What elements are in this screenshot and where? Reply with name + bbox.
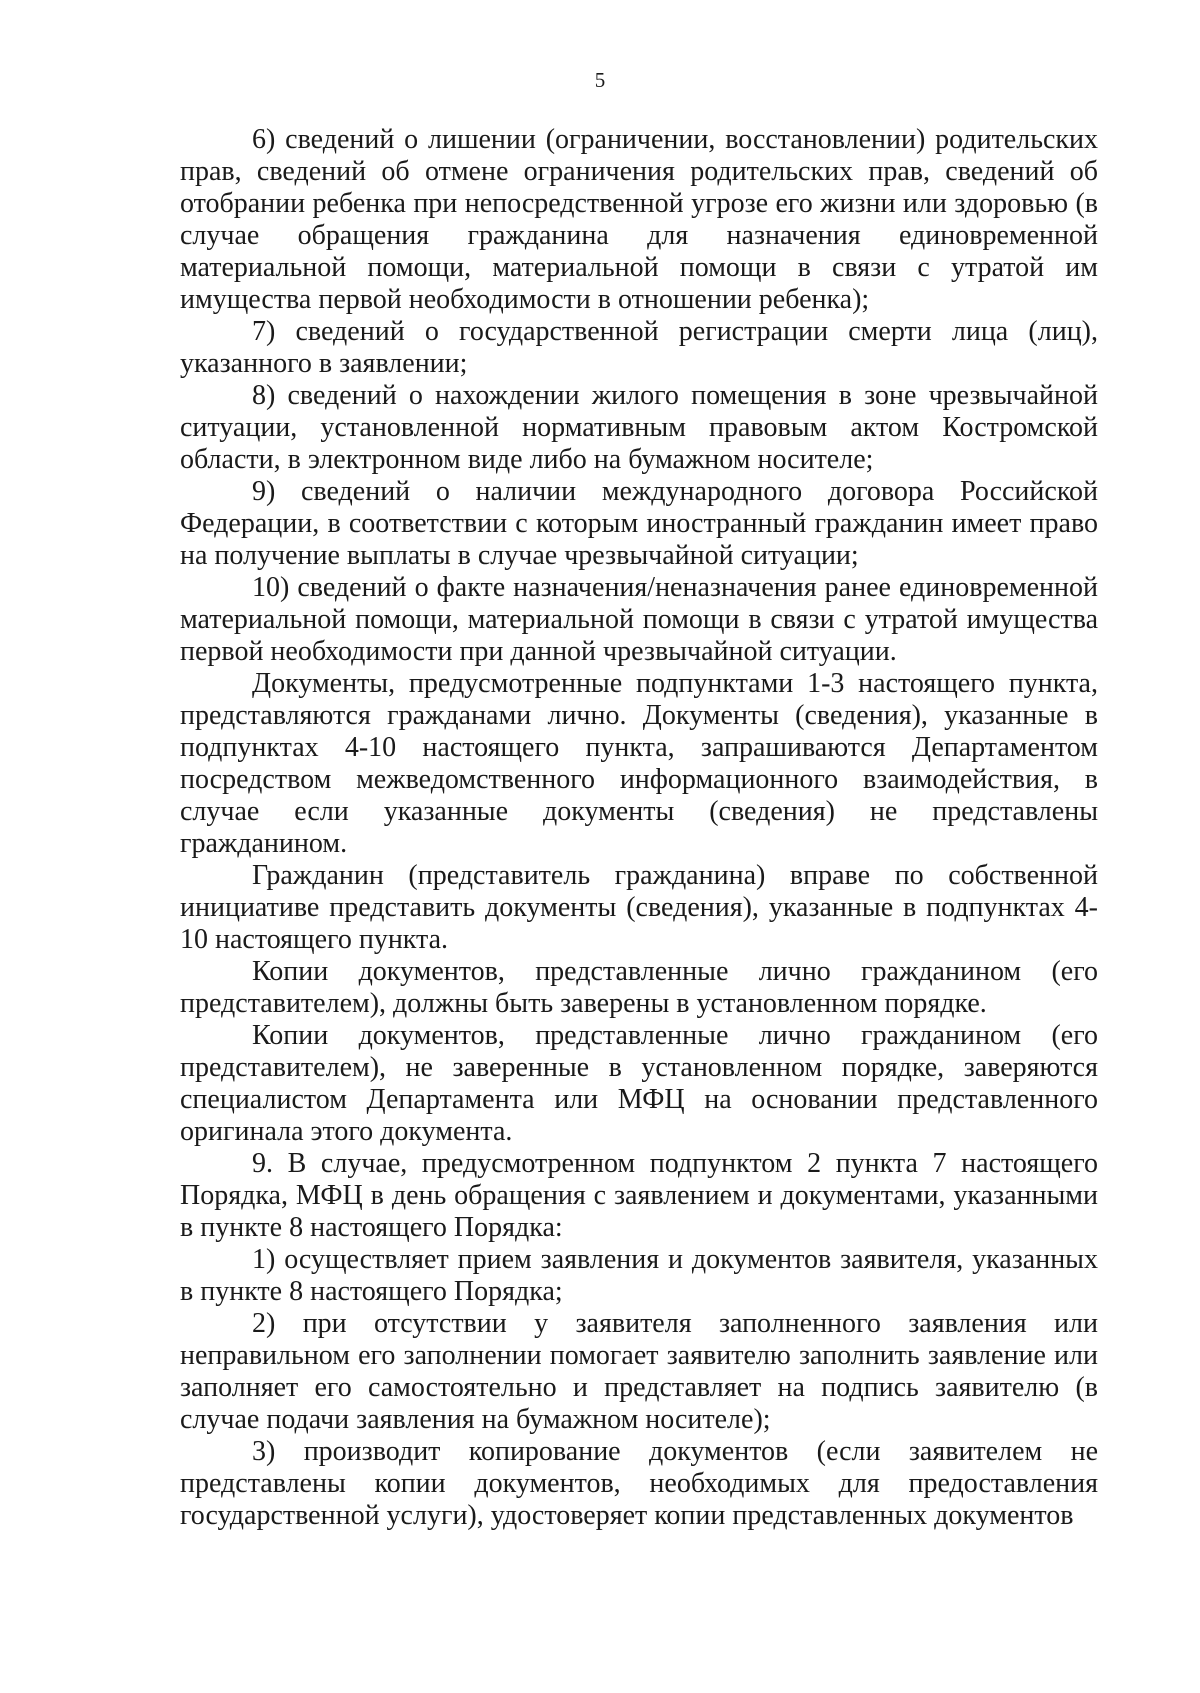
paragraph-citizen-initiative: Гражданин (представитель гражданина) вправе по собственной инициативе представить документы (сведения), указанные в подпунктах 4-10 настоящего пункта.: [180, 860, 1098, 955]
paragraph-section-9-item-3: 3) производит копирование документов (если заявителем не представлены копии документов, необходимых для предоставления государственной услуги), удостоверяет копии представленных документов: [180, 1436, 1098, 1531]
page-number: 5: [594, 68, 606, 92]
paragraph-section-9-item-2: 2) при отсутствии у заявителя заполненного заявления или неправильном его заполнении помогает заявителю заполнить заявление или заполняет его самостоятельно и представляет на подпись заявителю (в случае подачи заявления на бумажном носителе);: [180, 1308, 1098, 1435]
document-body: [180, 124, 1098, 1532]
paragraph-item-6: 6) сведений о лишении (ограничении, восстановлении) родительских прав, сведений об отмене ограничения родительских прав, сведений об отобрании ребенка при непосредственной угрозе его жизни или здоровью (в случае обращения гражданина для назначения единовременной материальной помощи, материальной помощи в связи с утратой им имущества первой необходимости в отношении ребенка);: [180, 124, 1098, 315]
paragraph-item-8: 8) сведений о нахождении жилого помещения в зоне чрезвычайной ситуации, установленной нормативным правовым актом Костромской области, в электронном виде либо на бумажном носителе;: [180, 380, 1098, 475]
paragraph-documents-provision: Документы, предусмотренные подпунктами 1-3 настоящего пункта, представляются гражданами лично. Документы (сведения), указанные в подпунктах 4-10 настоящего пункта, запрашиваются Департаментом посредством межведомственного информационного взаимодействия, в случае если указанные документы (сведения) не представлены гражданином.: [180, 668, 1098, 859]
paragraph-section-9-item-1: 1) осуществляет прием заявления и документов заявителя, указанных в пункте 8 настоящего Порядка;: [180, 1244, 1098, 1307]
paragraph-item-7: 7) сведений о государственной регистрации смерти лица (лиц), указанного в заявлении;: [180, 316, 1098, 379]
paragraph-copies-uncertified: Копии документов, представленные лично гражданином (его представителем), не заверенные в установленном порядке, заверяются специалистом Департамента или МФЦ на основании представленного оригинала этого документа.: [180, 1020, 1098, 1147]
paragraph-section-9: 9. В случае, предусмотренном подпунктом 2 пункта 7 настоящего Порядка, МФЦ в день обращения с заявлением и документами, указанными в пункте 8 настоящего Порядка:: [180, 1148, 1098, 1243]
paragraph-item-9: 9) сведений о наличии международного договора Российской Федерации, в соответствии с которым иностранный гражданин имеет право на получение выплаты в случае чрезвычайной ситуации;: [180, 476, 1098, 571]
paragraph-item-10: 10) сведений о факте назначения/неназначения ранее единовременной материальной помощи, материальной помощи в связи с утратой имущества первой необходимости при данной чрезвычайной ситуации.: [180, 572, 1098, 667]
paragraph-copies-certified: Копии документов, представленные лично гражданином (его представителем), должны быть заверены в установленном порядке.: [180, 956, 1098, 1019]
